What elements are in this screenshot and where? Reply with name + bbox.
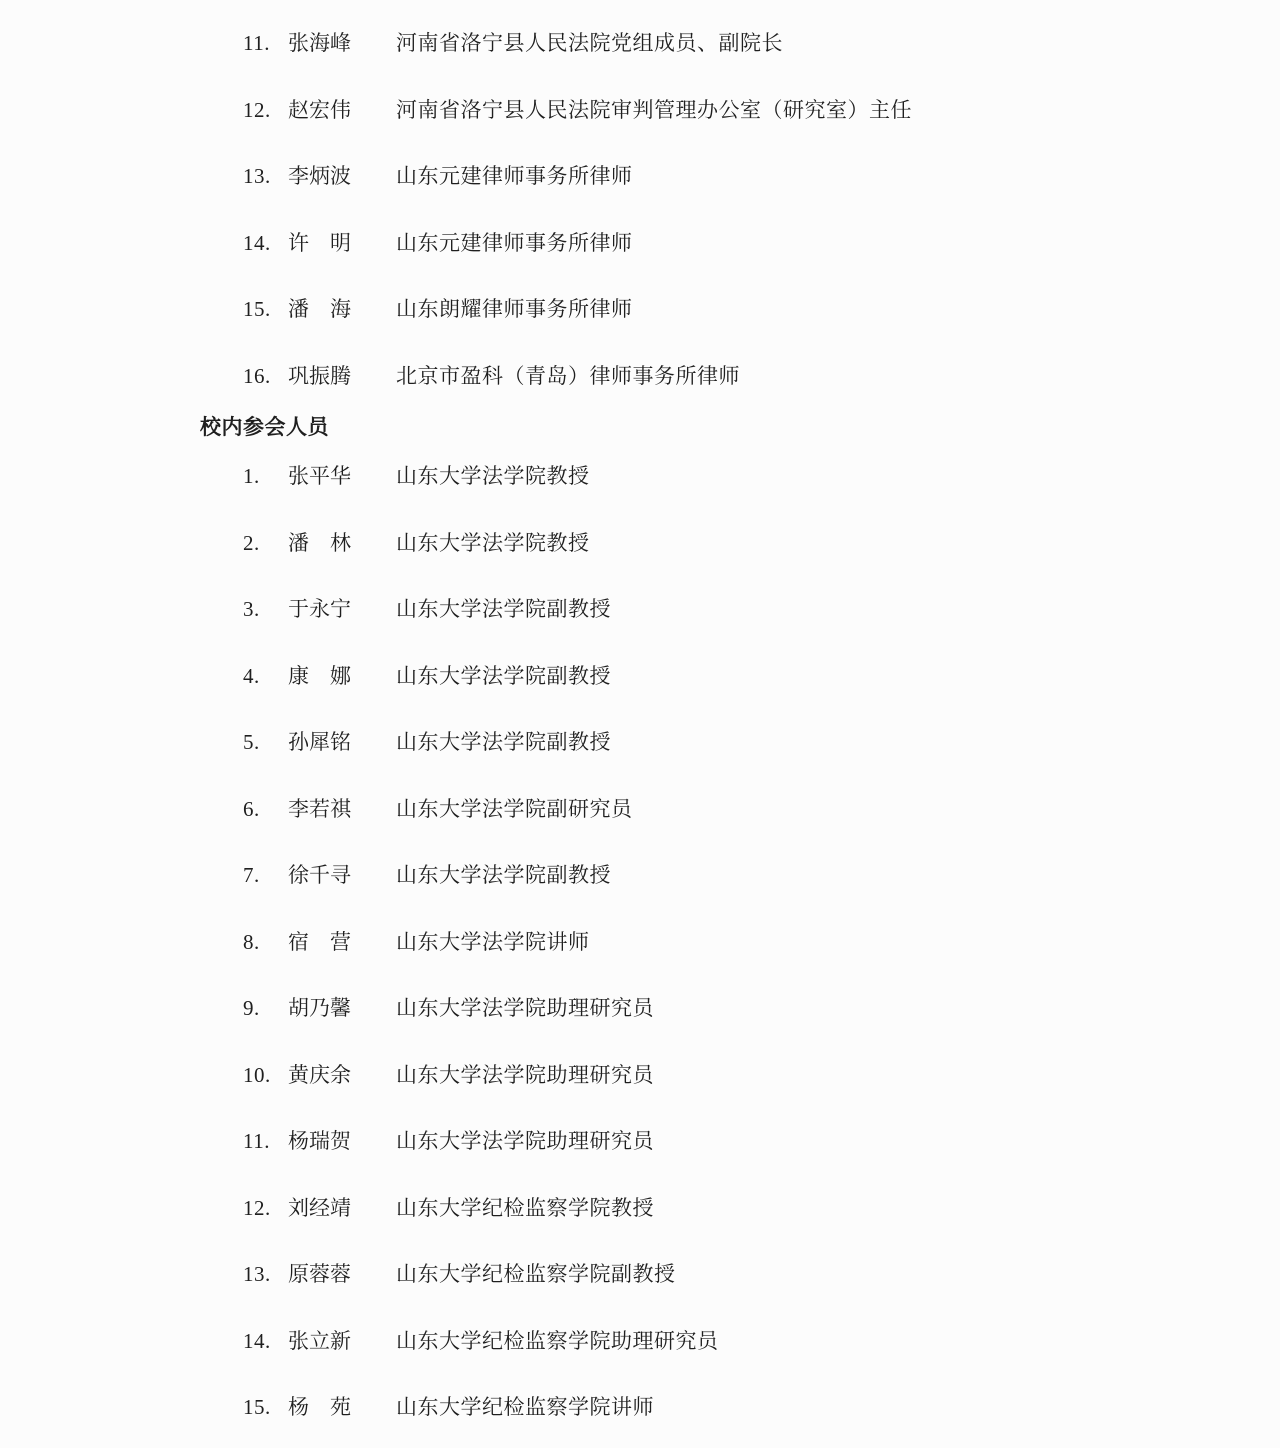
item-number: 2. — [243, 530, 260, 555]
person-name: 刘经靖 — [288, 1195, 351, 1220]
person-affiliation-title: 山东大学法学院教授 — [396, 530, 590, 555]
item-number: 12. — [243, 97, 271, 122]
person-name: 杨 苑 — [288, 1395, 351, 1419]
person-affiliation-title: 山东大学纪检监察学院讲师 — [396, 1395, 654, 1419]
item-number: 16. — [243, 363, 271, 388]
item-number: 12. — [243, 1195, 271, 1220]
list-item — [243, 231, 1240, 255]
person-affiliation-title: 山东大学法学院副教授 — [396, 730, 611, 754]
item-number: 13. — [243, 1262, 271, 1286]
person-affiliation-title: 山东大学纪检监察学院教授 — [396, 1195, 654, 1220]
item-number: 11. — [243, 31, 270, 55]
item-number: 1. — [243, 464, 260, 488]
list-item — [243, 1262, 1240, 1286]
person-affiliation-title: 山东朗耀律师事务所律师 — [396, 297, 633, 321]
person-affiliation-title: 山东大学法学院副研究员 — [396, 796, 633, 821]
list-item — [243, 797, 1240, 821]
person-affiliation-title: 山东大学法学院副教授 — [396, 663, 611, 688]
person-affiliation-title: 山东大学法学院助理研究员 — [396, 1062, 654, 1087]
list-item — [243, 730, 1240, 754]
person-affiliation-title: 北京市盈科（青岛）律师事务所律师 — [396, 363, 740, 388]
person-name: 李若祺 — [288, 796, 351, 821]
item-number: 10. — [243, 1062, 271, 1087]
list-item — [243, 1063, 1240, 1087]
person-name: 潘 林 — [288, 530, 351, 555]
person-affiliation-title: 山东元建律师事务所律师 — [396, 164, 633, 188]
person-name: 赵宏伟 — [288, 97, 351, 122]
person-name: 康 娜 — [288, 663, 351, 688]
person-affiliation-title: 山东元建律师事务所律师 — [396, 230, 633, 255]
item-number: 11. — [243, 1129, 270, 1153]
person-affiliation-title: 山东大学纪检监察学院副教授 — [396, 1262, 676, 1286]
list-item — [243, 98, 1240, 122]
person-affiliation-title: 河南省洛宁县人民法院审判管理办公室（研究室）主任 — [396, 97, 912, 122]
list-item — [243, 297, 1240, 321]
list-item — [243, 1129, 1240, 1153]
list-item — [243, 1196, 1240, 1220]
person-name: 孙犀铭 — [288, 730, 351, 754]
person-name: 胡乃馨 — [288, 996, 351, 1020]
item-number: 8. — [243, 929, 260, 954]
item-number: 9. — [243, 996, 260, 1020]
section-heading: 校内参会人员 — [200, 415, 329, 439]
person-name: 黄庆余 — [288, 1062, 351, 1087]
person-affiliation-title: 山东大学法学院副教授 — [396, 863, 611, 887]
person-affiliation-title: 山东大学法学院助理研究员 — [396, 1129, 654, 1153]
item-number: 15. — [243, 1395, 271, 1419]
person-affiliation-title: 山东大学法学院助理研究员 — [396, 996, 654, 1020]
person-name: 巩振腾 — [288, 363, 351, 388]
person-name: 于永宁 — [288, 597, 351, 621]
list-item — [243, 364, 1240, 388]
person-name: 李炳波 — [288, 164, 351, 188]
list-item — [243, 930, 1240, 954]
person-name: 潘 海 — [288, 297, 351, 321]
person-name: 许 明 — [288, 230, 351, 255]
person-affiliation-title: 山东大学纪检监察学院助理研究员 — [396, 1328, 719, 1353]
person-name: 徐千寻 — [288, 863, 351, 887]
person-name: 原蓉蓉 — [288, 1262, 351, 1286]
item-number: 14. — [243, 1328, 271, 1353]
list-item — [243, 1329, 1240, 1353]
list-item — [243, 863, 1240, 887]
item-number: 13. — [243, 164, 271, 188]
person-name: 宿 营 — [288, 929, 351, 954]
list-item — [243, 464, 1240, 488]
item-number: 14. — [243, 230, 271, 255]
item-number: 7. — [243, 863, 260, 887]
person-name: 张平华 — [288, 464, 351, 488]
list-item — [243, 597, 1240, 621]
person-name: 张海峰 — [288, 31, 351, 55]
item-number: 5. — [243, 730, 260, 754]
person-affiliation-title: 山东大学法学院教授 — [396, 464, 590, 488]
person-affiliation-title: 河南省洛宁县人民法院党组成员、副院长 — [396, 31, 783, 55]
person-affiliation-title: 山东大学法学院副教授 — [396, 597, 611, 621]
person-name: 杨瑞贺 — [288, 1129, 351, 1153]
list-item — [243, 31, 1240, 55]
item-number: 6. — [243, 796, 260, 821]
person-name: 张立新 — [288, 1328, 351, 1353]
item-number: 3. — [243, 597, 260, 621]
person-affiliation-title: 山东大学法学院讲师 — [396, 929, 590, 954]
list-item — [243, 1395, 1240, 1419]
list-item — [243, 664, 1240, 688]
item-number: 4. — [243, 663, 260, 688]
participant-lists — [0, 31, 1280, 1419]
list-item — [243, 531, 1240, 555]
list-item — [243, 164, 1240, 188]
item-number: 15. — [243, 297, 271, 321]
list-item — [243, 996, 1240, 1020]
